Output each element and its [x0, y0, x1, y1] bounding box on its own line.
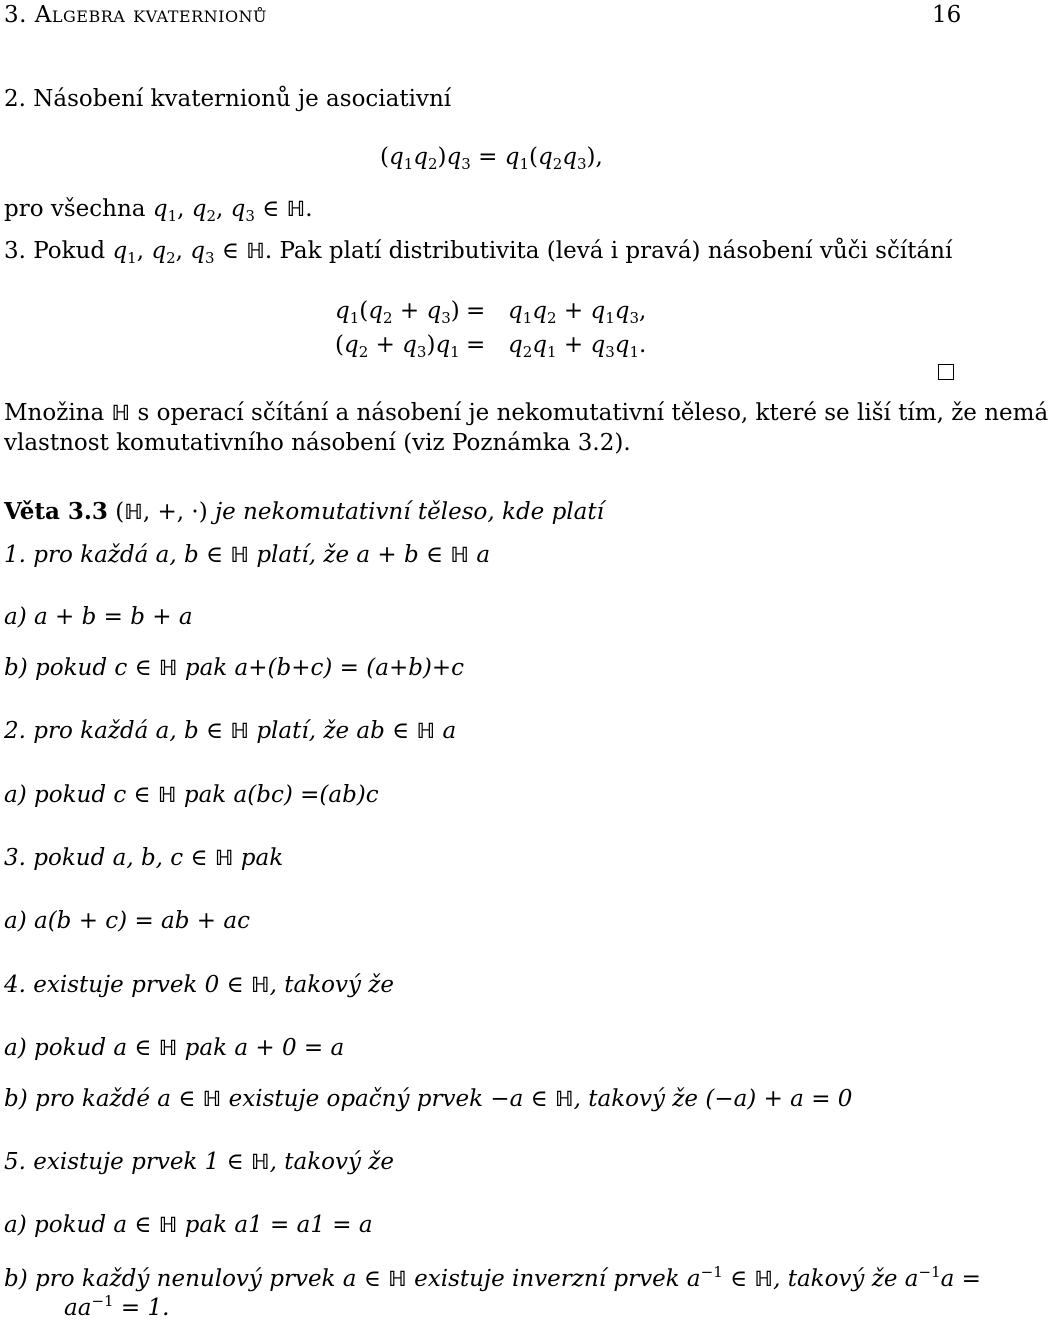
axiom-5: 5. existuje prvek 1 ∈ ℍ, takový že — [4, 1149, 395, 1175]
qed-square — [938, 364, 954, 380]
distributivity-right-lhs: $(q_2 + q_3)q_1$ — [335, 332, 460, 361]
item-3-intro: 3. Pokud $q_1$, $q_2$, $q_3$ ∈ ℍ. Pak platí distributivita (levá i pravá) násobení vůči sčítání — [4, 238, 953, 267]
distributivity-right-rhs: $q_2q_1 + q_3q_1$. — [508, 332, 647, 361]
axiom-4a: a) pokud a ∈ ℍ pak a + 0 = a — [4, 1035, 345, 1061]
axiom-1: 1. pro každá a, b ∈ ℍ platí, že a + b ∈ ℍ a — [4, 542, 491, 568]
axiom-2a: a) pokud c ∈ ℍ pak a(bc) =(ab)c — [4, 782, 379, 808]
page-number: 16 — [932, 2, 962, 28]
axiom-1b: b) pokud c ∈ ℍ pak a+(b+c) = (a+b)+c — [4, 655, 465, 681]
theorem-heading: Věta 3.3 (ℍ, +, ·) je nekomutativní těleso, kde platí — [4, 498, 604, 525]
axiom-5b-line2: $aa^{-1} = 1$. — [64, 1292, 170, 1321]
item-2-intro: 2. Násobení kvaternionů je asociativní — [4, 86, 452, 112]
axiom-5a: a) pokud a ∈ ℍ pak a1 = a1 = a — [4, 1212, 373, 1238]
chapter-header: 3. Algebra kvaternionů — [4, 2, 268, 28]
axiom-3: 3. pokud a, b, c ∈ ℍ pak — [4, 845, 284, 871]
paragraph-line-2: vlastnost komutativního násobení (viz Poznámka 3.2). — [4, 430, 631, 456]
axiom-5b-line1: b) pro každý nenulový prvek a ∈ ℍ existuje inverzní prvek $a^{-1}$ ∈ ℍ, takový že $a^{-1}a$ = — [4, 1263, 981, 1292]
axiom-4b: b) pro každé a ∈ ℍ existuje opačný prvek −a ∈ ℍ, takový že (−a) + a = 0 — [4, 1086, 853, 1112]
distributivity-left-eq: = — [466, 298, 486, 324]
axiom-3a: a) a(b + c) = ab + ac — [4, 908, 250, 934]
axiom-1a: a) a + b = b + a — [4, 604, 193, 630]
distributivity-right-eq: = — [466, 332, 486, 358]
distributivity-left-lhs: $q_1(q_2 + q_3)$ — [335, 298, 460, 327]
axiom-2: 2. pro každá a, b ∈ ℍ platí, že ab ∈ ℍ a — [4, 718, 457, 744]
distributivity-left-rhs: $q_1q_2 + q_1q_3$, — [508, 298, 647, 327]
associativity-equation: $(q_1q_2)q_3 = q_1(q_2q_3)$, — [380, 144, 603, 173]
item-2-for-all: pro všechna $q_1$, $q_2$, $q_3$ ∈ ℍ. — [4, 196, 313, 225]
axiom-4: 4. existuje prvek 0 ∈ ℍ, takový že — [4, 972, 395, 998]
paragraph-line-1: Množina ℍ s operací sčítání a násobení je nekomutativní těleso, které se liší tím, že nemá — [4, 400, 1048, 426]
